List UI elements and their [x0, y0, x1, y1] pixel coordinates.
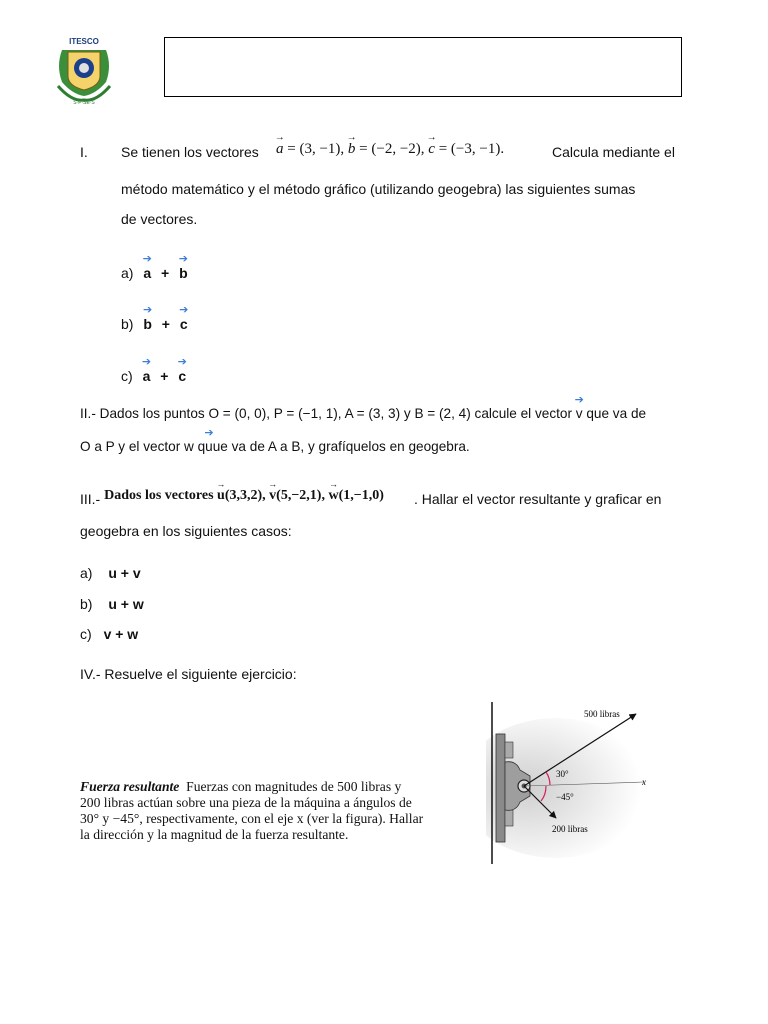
section-1-numeral: I. [80, 144, 88, 160]
section-4-heading: IV.- Resuelve el siguiente ejercicio: [80, 666, 297, 682]
section-1-item-a: a) ➔ a + ➔ b [121, 253, 188, 281]
section-1-line-2: método matemático y el método gráfico (utilizando geogebra) las siguientes sumas [121, 181, 636, 197]
section-1-item-b: b) ➔ b + ➔ c [121, 304, 189, 332]
section-3-item-b: b) u + w [80, 596, 144, 612]
section-2-line-1: II.- Dados los puntos O = (0, 0), P = (−1, 1), A = (3, 3) y B = (2, 4) calcule el vector ➔ v que va de [80, 394, 647, 421]
section-1-math: → a = (3, −1), → b = (−2, −2), → c = (−3, −1). [276, 140, 504, 158]
section-3-vectors: Dados los vectores → u(3,3,2), → v(5,−2,1), → w(1,−1,0) [104, 488, 384, 503]
header-title-box [164, 37, 682, 97]
logo [52, 36, 116, 106]
itesco-seal-icon [52, 36, 116, 106]
section-1-item-c: c) ➔ a + ➔ c [121, 356, 187, 384]
section-3-item-a: a) u + v [80, 565, 141, 581]
bracket-plate [496, 734, 505, 842]
section-3-line-1: III.- Dados los vectores → u(3,3,2), → v(5,−2,1), → w(1,−1,0) . Hallar el vector resultante y graficar en [80, 491, 686, 509]
section-1-line-1 [80, 141, 686, 160]
section-1-line-1-end: Calcula mediante el [552, 144, 675, 160]
svg-text:200 libras: 200 libras [552, 824, 588, 834]
svg-text:−45°: −45° [556, 792, 574, 802]
svg-text:500 libras: 500 libras [584, 709, 620, 719]
svg-text:x: x [642, 777, 646, 787]
section-2-line-2: O a P y el vector w q ➔ uue va de A a B, y grafíquelos en geogebra. [80, 427, 470, 454]
section-1-line-3: de vectores. [121, 211, 198, 227]
section-1-intro: Se tienen los vectores [121, 144, 259, 160]
force-diagram [486, 700, 686, 866]
svg-text:S·F·SE·S: S·F·SE·S [73, 100, 95, 106]
svg-text:ITESCO: ITESCO [69, 37, 99, 46]
problem-text: Fuerza resultante Fuerzas con magnitudes de 500 libras y 200 libras actúan sobre una pieza de la máquina a ángulos de 30° y −45°, respectivamente, con el eje x (ver la figura). Hallar la dirección y la magnitud de la fuerza resultante. [80, 779, 424, 842]
svg-text:30°: 30° [556, 769, 569, 779]
section-3-line-2: geogebra en los siguientes casos: [80, 523, 292, 539]
section-3-item-c: c) v + w [80, 626, 139, 642]
